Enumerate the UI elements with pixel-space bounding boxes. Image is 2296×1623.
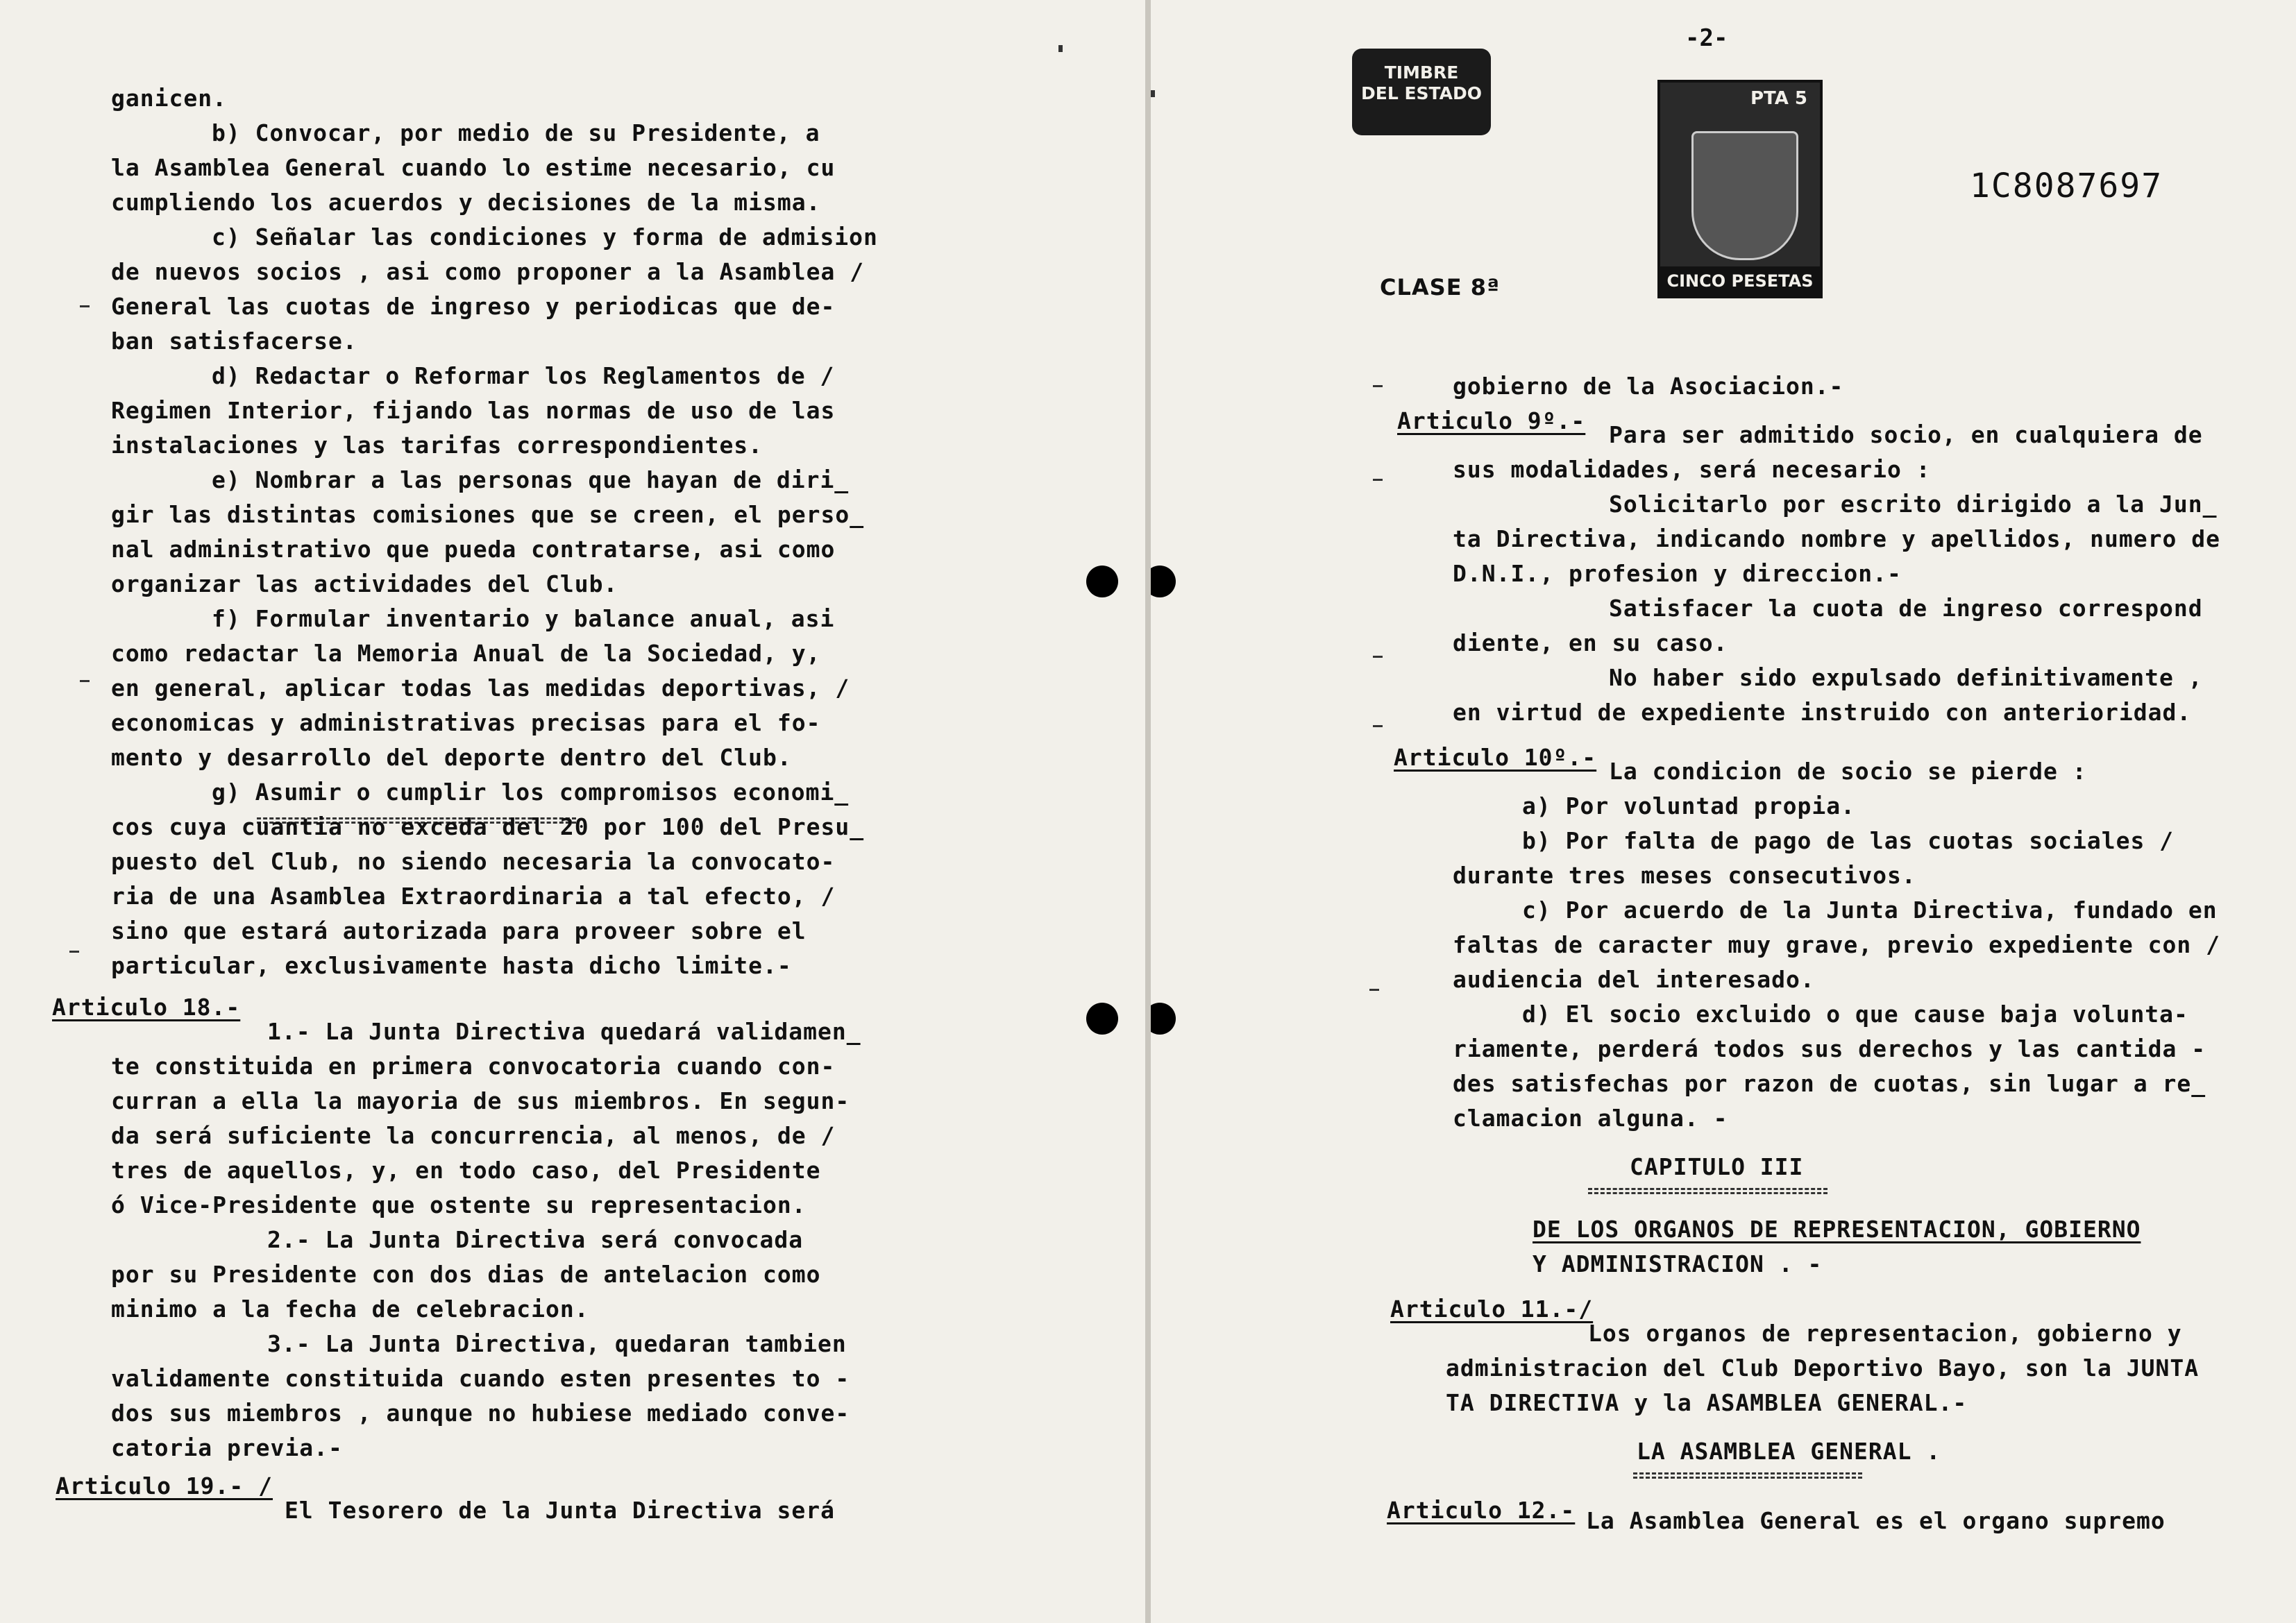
text-line: organizar las actividades del Club.: [111, 570, 618, 597]
text-line: d) Redactar o Reformar los Reglamentos de /: [212, 362, 835, 389]
text-line: No haber sido expulsado definitivamente ,: [1609, 664, 2203, 691]
text-line: riamente, perderá todos sus derechos y las cantida -: [1453, 1035, 2206, 1062]
clase-label: CLASE 8ª: [1380, 274, 1500, 300]
text-line: tres de aquellos, y, en todo caso, del Presidente: [111, 1157, 821, 1184]
text-line: diente, en su caso.: [1453, 629, 1728, 656]
scan-speck: [1373, 656, 1383, 658]
scan-speck: [1373, 725, 1383, 727]
page-fold: [1145, 0, 1151, 1623]
section-heading: DE LOS ORGANOS DE REPRESENTACION, GOBIERNO: [1533, 1216, 2141, 1243]
text-line: D.N.I., profesion y direccion.-: [1453, 560, 1902, 587]
text-line: e) Nombrar a las personas que hayan de diri_: [212, 466, 850, 493]
coat-of-arms-icon: [1691, 131, 1798, 260]
section-heading: LA ASAMBLEA GENERAL .: [1637, 1438, 1941, 1465]
text-line: la Asamblea General cuando lo estime necesario, cu: [111, 154, 836, 181]
punch-hole: [1151, 1003, 1176, 1035]
text-line: c) Señalar las condiciones y forma de admision: [212, 223, 878, 250]
text-line: validamente constituida cuando esten presentes to -: [111, 1365, 850, 1392]
punch-hole: [1151, 566, 1176, 597]
text-line: curran a ella la mayoria de sus miembros. En segun-: [111, 1087, 850, 1114]
right-page: [1151, 0, 2296, 1623]
page-number: -2-: [1685, 24, 1728, 52]
text-line: gir las distintas comisiones que se creen, el perso_: [111, 501, 865, 528]
punch-hole: [1086, 1003, 1118, 1035]
article-heading: Articulo 11.-/: [1390, 1295, 1594, 1323]
text-line: des satisfechas por razon de cuotas, sin lugar a re_: [1453, 1070, 2206, 1097]
text-line: cos cuya cuantia no exceda del 20 por 100 del Presu_: [111, 813, 865, 840]
timbre-line1: TIMBRE: [1384, 62, 1459, 83]
text-line: nal administrativo que pueda contratarse, asi como: [111, 536, 836, 563]
text-line: b) Por falta de pago de las cuotas sociales /: [1522, 827, 2175, 854]
text-line: puesto del Club, no siendo necesaria la convocato-: [111, 848, 836, 875]
text-line: 1.- La Junta Directiva quedará validamen_: [267, 1018, 861, 1045]
text-line: como redactar la Memoria Anual de la Sociedad, y,: [111, 640, 821, 667]
text-line: administracion del Club Deportivo Bayo, son la JUNTA: [1446, 1354, 2200, 1382]
text-line: te constituida en primera convocatoria cuando con-: [111, 1053, 836, 1080]
text-line: faltas de caracter muy grave, previo expediente con /: [1453, 931, 2220, 958]
text-line: particular, exclusivamente hasta dicho limite.-: [111, 952, 792, 979]
text-line: en general, aplicar todas las medidas deportivas, /: [111, 674, 850, 702]
text-line: audiencia del interesado.: [1453, 966, 1815, 993]
text-line: Solicitarlo por escrito dirigido a la Jun_: [1609, 491, 2218, 518]
text-line: Para ser admitido socio, en cualquiera de: [1609, 421, 2203, 448]
text-line: da será suficiente la concurrencia, al menos, de /: [111, 1122, 836, 1149]
article-heading: Articulo 10º.-: [1394, 744, 1597, 771]
text-line: Los organos de representacion, gobierno y: [1588, 1320, 2182, 1347]
text-line: gobierno de la Asociacion.-: [1453, 373, 1844, 400]
text-line: c) Por acuerdo de la Junta Directiva, fundado en: [1522, 897, 2218, 924]
text-line: d) El socio excluido o que cause baja volunta-: [1522, 1001, 2188, 1028]
text-line: TA DIRECTIVA y la ASAMBLEA GENERAL.-: [1446, 1389, 1968, 1416]
text-line: Regimen Interior, fijando las normas de uso de las: [111, 397, 836, 424]
text-line: economicas y administrativas precisas para el fo-: [111, 709, 821, 736]
text-line: mento y desarrollo del deporte dentro del Club.: [111, 744, 792, 771]
double-underline: [1588, 1188, 1827, 1194]
scan-speck: [1369, 989, 1379, 991]
text-line: clamacion alguna. -: [1453, 1105, 1728, 1132]
text-line: instalaciones y las tarifas correspondientes.: [111, 432, 763, 459]
text-line: dos sus miembros , aunque no hubiese mediado conve-: [111, 1400, 850, 1427]
scan-speck: [69, 951, 79, 953]
text-line: General las cuotas de ingreso y periodicas que de-: [111, 293, 836, 320]
article-heading: Articulo 12.-: [1387, 1497, 1576, 1524]
text-line: 2.- La Junta Directiva será convocada: [267, 1226, 804, 1253]
text-line: catoria previa.-: [111, 1434, 343, 1461]
text-line: 3.- La Junta Directiva, quedaran tambien: [267, 1330, 847, 1357]
serial-number: 1C8087697: [1970, 167, 2163, 205]
scan-speck: [1373, 479, 1383, 481]
text-line: ganicen.: [111, 85, 227, 112]
text-line: ó Vice-Presidente que ostente su representacion.: [111, 1191, 807, 1218]
text-line: ria de una Asamblea Extraordinaria a tal efecto, /: [111, 883, 836, 910]
text-line: El Tesorero de la Junta Directiva será: [285, 1497, 835, 1524]
text-line: La Asamblea General es el organo supremo: [1586, 1507, 2166, 1534]
text-line: f) Formular inventario y balance anual, asi: [212, 605, 835, 632]
timbre-seal: [1352, 49, 1491, 135]
section-heading: Y ADMINISTRACION . -: [1533, 1250, 1823, 1277]
text-line: por su Presidente con dos dias de antelacion como: [111, 1261, 821, 1288]
scan-speck: [80, 305, 90, 307]
stamp-value: PTA 5: [1750, 88, 1807, 109]
text-line: de nuevos socios , asi como proponer a la Asamblea /: [111, 258, 865, 285]
text-line: a) Por voluntad propia.: [1522, 792, 1855, 819]
left-page: [0, 0, 1145, 1623]
scan-speck: [1373, 385, 1383, 387]
text-line: La condicion de socio se pierde :: [1609, 758, 2087, 785]
timbre-line2: DEL ESTADO: [1360, 83, 1482, 103]
scan-speck: [80, 680, 90, 682]
text-line: Satisfacer la cuota de ingreso correspond: [1609, 595, 2203, 622]
article-heading: Articulo 9º.-: [1397, 407, 1586, 434]
article-heading: Articulo 19.- /: [56, 1472, 273, 1499]
text-line: ta Directiva, indicando nombre y apellidos, numero de: [1453, 525, 2220, 552]
stamp-band: CINCO PESETAS: [1660, 266, 1820, 296]
text-line: minimo a la fecha de celebracion.: [111, 1295, 589, 1323]
scan-speck: [1151, 90, 1155, 97]
text-line: ban satisfacerse.: [111, 328, 357, 355]
text-line: b) Convocar, por medio de su Presidente, a: [212, 119, 820, 146]
chapter-heading: CAPITULO III: [1630, 1153, 1804, 1180]
text-line: durante tres meses consecutivos.: [1453, 862, 1916, 889]
text-line: sus modalidades, será necesario :: [1453, 456, 1931, 483]
text-line: sino que estará autorizada para proveer sobre el: [111, 917, 807, 944]
text-line: cumpliendo los acuerdos y decisiones de la misma.: [111, 189, 821, 216]
scan-speck: [1058, 45, 1063, 52]
article-heading: Articulo 18.-: [52, 994, 241, 1021]
double-underline: [1633, 1472, 1862, 1479]
text-line: g) Asumir o cumplir los compromisos economi_: [212, 779, 850, 806]
punch-hole: [1086, 566, 1118, 597]
tax-stamp: [1657, 80, 1823, 298]
text-line: en virtud de expediente instruido con anterioridad.: [1453, 699, 2192, 726]
